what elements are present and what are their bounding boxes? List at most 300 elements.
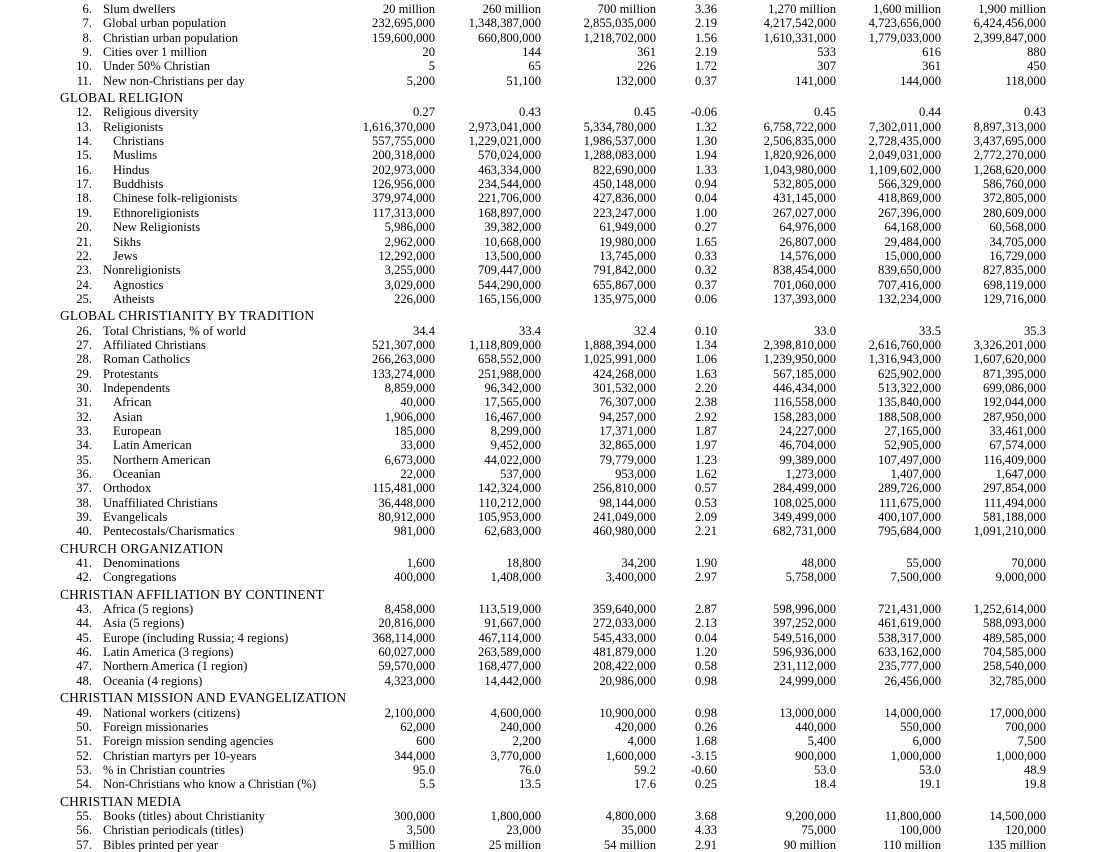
row-number: 54. [76, 777, 92, 792]
cell-value-1: 115,481,000 [372, 481, 435, 496]
cell-value-2: 14,442,000 [484, 673, 541, 688]
row-label: Denominations [103, 556, 180, 571]
cell-value-6: 188,508,000 [878, 409, 941, 424]
row-label: Oceania (4 regions) [103, 673, 203, 688]
cell-value-6: 55,000 [906, 556, 941, 571]
cell-value-6: 616 [922, 45, 941, 60]
row-number: 34. [76, 438, 92, 453]
cell-value-5: 231,112,000 [773, 659, 836, 674]
row-number: 35. [76, 452, 92, 467]
table-row [60, 74, 1110, 88]
cell-value-2: 260 million [482, 2, 541, 16]
row-label: Latin American [113, 438, 192, 453]
table-row [60, 292, 1110, 306]
row-number: 38. [76, 495, 92, 510]
cell-value-3: 4,000 [627, 734, 656, 749]
cell-value-2: 105,953,000 [478, 510, 541, 525]
cell-value-2: 467,114,000 [478, 630, 541, 645]
row-number: 17. [76, 177, 92, 192]
cell-value-6: 132,234,000 [878, 291, 941, 306]
cell-value-3: 3,400,000 [605, 570, 656, 585]
cell-value-4: 1.72 [694, 59, 717, 74]
cell-value-3: 545,433,000 [593, 630, 656, 645]
cell-value-5: 397,252,000 [773, 616, 836, 631]
table-row [60, 602, 1110, 616]
cell-value-6: 1,109,602,000 [868, 162, 941, 177]
cell-value-6: 2,049,031,000 [868, 148, 941, 163]
cell-value-2: 33.4 [518, 323, 541, 338]
cell-value-4: 3.36 [694, 2, 717, 16]
cell-value-5: 532,805,000 [773, 177, 836, 192]
cell-value-3: 17.6 [633, 777, 656, 792]
cell-value-1: 0.27 [412, 105, 435, 120]
cell-value-6: 513,322,000 [878, 380, 941, 395]
row-number: 42. [76, 570, 92, 585]
table-row [60, 31, 1110, 45]
cell-value-3: 301,532,000 [593, 380, 656, 395]
cell-value-2: 13,500,000 [484, 248, 541, 263]
cell-value-2: 23,000 [506, 823, 541, 838]
cell-value-5: 596,936,000 [773, 645, 836, 660]
cell-value-7: 32,785,000 [989, 673, 1046, 688]
cell-value-6: 707,416,000 [878, 277, 941, 292]
cell-value-1: 126,956,000 [372, 177, 435, 192]
cell-value-6: 235,777,000 [878, 659, 941, 674]
cell-value-4: 0.57 [694, 481, 717, 496]
cell-value-1: 4,323,000 [384, 673, 435, 688]
cell-value-3: 361 [637, 45, 656, 60]
row-label: National workers (citizens) [103, 705, 241, 720]
cell-value-3: 700 million [597, 2, 656, 16]
cell-value-3: 208,422,000 [593, 659, 656, 674]
cell-value-1: 22,000 [400, 467, 435, 481]
table-row [60, 438, 1110, 452]
cell-value-3: 54 million [603, 837, 656, 852]
cell-value-4: 0.53 [694, 495, 717, 510]
cell-value-7: 1,252,614,000 [973, 602, 1046, 617]
cell-value-4: 0.37 [694, 277, 717, 292]
cell-value-3: 34,200 [621, 556, 656, 571]
cell-value-1: 379,974,000 [372, 191, 435, 206]
cell-value-3: 424,268,000 [593, 366, 656, 381]
cell-value-1: 20 million [382, 2, 435, 16]
cell-value-6: 15,000,000 [884, 248, 941, 263]
cell-value-4: 2.87 [694, 602, 717, 617]
cell-value-6: 33.5 [918, 323, 941, 338]
row-label: Asia (5 regions) [103, 616, 185, 631]
cell-value-4: 1.23 [694, 452, 717, 467]
cell-value-7: 3,326,201,000 [973, 337, 1046, 352]
cell-value-7: 120,000 [1005, 823, 1046, 838]
cell-value-3: 256,810,000 [593, 481, 656, 496]
cell-value-1: 232,695,000 [372, 16, 435, 31]
cell-value-7: 698,119,000 [983, 277, 1046, 292]
cell-value-4: 2.21 [694, 524, 717, 539]
cell-value-2: 463,334,000 [478, 162, 541, 177]
row-label: Christian urban population [103, 30, 239, 45]
cell-value-4: 0.10 [694, 323, 717, 338]
cell-value-5: 1,820,926,000 [763, 148, 836, 163]
cell-value-5: 4,217,542,000 [763, 16, 836, 31]
cell-value-1: 368,114,000 [372, 630, 435, 645]
cell-value-2: 39,382,000 [484, 220, 541, 235]
row-label: Africa (5 regions) [103, 602, 194, 617]
row-number: 50. [76, 719, 92, 734]
cell-value-2: 4,600,000 [490, 705, 541, 720]
cell-value-1: 8,859,000 [384, 380, 435, 395]
cell-value-5: 1,270 million [768, 2, 836, 16]
table-row [60, 424, 1110, 438]
cell-value-4: 1.33 [694, 162, 717, 177]
row-number: 28. [76, 352, 92, 367]
row-label: Total Christians, % of world [103, 323, 246, 338]
cell-value-2: 1,348,387,000 [468, 16, 541, 31]
cell-value-4: 1.06 [694, 352, 717, 367]
cell-value-5: 284,499,000 [773, 481, 836, 496]
cell-value-5: 549,516,000 [773, 630, 836, 645]
cell-value-1: 981,000 [394, 524, 435, 539]
table-row [60, 749, 1110, 763]
cell-value-2: 142,324,000 [478, 481, 541, 496]
cell-value-5: 90 million [783, 837, 836, 852]
cell-value-1: 5,986,000 [384, 220, 435, 235]
row-number: 53. [76, 762, 92, 777]
cell-value-7: 1,268,620,000 [973, 162, 1046, 177]
cell-value-1: 59,570,000 [378, 659, 435, 674]
row-label: New non-Christians per day [103, 73, 245, 88]
row-number: 6. [82, 2, 92, 16]
cell-value-1: 400,000 [394, 570, 435, 585]
cell-value-4: 0.58 [694, 659, 717, 674]
cell-value-5: 9,200,000 [785, 808, 836, 823]
table-row [60, 177, 1110, 191]
cell-value-4: 2.38 [694, 395, 717, 410]
table-row [60, 45, 1110, 59]
table-row [60, 838, 1110, 852]
cell-value-6: 461,619,000 [878, 616, 941, 631]
cell-value-6: 566,329,000 [878, 177, 941, 192]
table-row [60, 734, 1110, 748]
cell-value-7: 1,647,000 [995, 467, 1046, 481]
cell-value-1: 1,616,370,000 [362, 119, 435, 134]
table-row [60, 763, 1110, 777]
section-header: GLOBAL RELIGION [60, 90, 184, 106]
table-row [60, 570, 1110, 584]
cell-value-2: 91,667,000 [484, 616, 541, 631]
table-row [60, 381, 1110, 395]
cell-value-5: 701,060,000 [773, 277, 836, 292]
cell-value-1: 80,912,000 [378, 510, 435, 525]
cell-value-3: 791,842,000 [593, 263, 656, 278]
row-number: 39. [76, 510, 92, 525]
cell-value-1: 8,458,000 [384, 602, 435, 617]
cell-value-1: 6,673,000 [384, 452, 435, 467]
cell-value-7: 450 [1027, 59, 1046, 74]
cell-value-3: 241,049,000 [593, 510, 656, 525]
table-row [60, 120, 1110, 134]
cell-value-1: 202,973,000 [372, 162, 435, 177]
cell-value-6: 7,302,011,000 [869, 119, 941, 134]
table-row [60, 352, 1110, 366]
cell-value-4: 0.94 [694, 177, 717, 192]
cell-value-6: 633,162,000 [878, 645, 941, 660]
cell-value-3: 13,745,000 [599, 248, 656, 263]
row-label: Northern America (1 region) [103, 659, 248, 674]
cell-value-1: 34.4 [412, 323, 435, 338]
table-row [60, 148, 1110, 162]
row-number: 47. [76, 659, 92, 674]
cell-value-4: 2.20 [694, 380, 717, 395]
cell-value-1: 200,318,000 [372, 148, 435, 163]
cell-value-5: 307 [817, 59, 836, 74]
cell-value-5: 24,227,000 [779, 423, 836, 438]
cell-value-7: 7,500 [1017, 734, 1046, 749]
row-number: 51. [76, 734, 92, 749]
cell-value-7: 581,188,000 [983, 510, 1046, 525]
cell-value-5: 5,400 [807, 734, 836, 749]
cell-value-7: 700,000 [1005, 719, 1046, 734]
cell-value-6: 538,317,000 [878, 630, 941, 645]
row-label: Agnostics [113, 277, 164, 292]
cell-value-2: 168,477,000 [478, 659, 541, 674]
cell-value-6: 625,902,000 [878, 366, 941, 381]
cell-value-6: 2,728,435,000 [868, 134, 941, 149]
row-label: Buddhists [113, 177, 164, 192]
row-number: 16. [76, 162, 92, 177]
row-label: Independents [103, 380, 171, 395]
cell-value-4: 1.94 [694, 148, 717, 163]
cell-value-5: 33.0 [813, 323, 836, 338]
row-number: 25. [76, 291, 92, 306]
cell-value-5: 13,000,000 [779, 705, 836, 720]
cell-value-4: 0.25 [694, 777, 717, 792]
cell-value-2: 660,800,000 [478, 30, 541, 45]
cell-value-2: 1,229,021,000 [468, 134, 541, 149]
cell-value-4: -0.06 [690, 105, 717, 120]
cell-value-7: 14,500,000 [989, 808, 1046, 823]
cell-value-1: 2,100,000 [384, 705, 435, 720]
cell-value-3: 655,867,000 [593, 277, 656, 292]
cell-value-6: 721,431,000 [878, 602, 941, 617]
cell-value-4: 1.30 [694, 134, 717, 149]
cell-value-5: 1,043,980,000 [763, 162, 836, 177]
row-number: 21. [76, 234, 92, 249]
cell-value-3: 17,371,000 [599, 423, 656, 438]
cell-value-4: 0.32 [694, 263, 717, 278]
cell-value-1: 33,000 [400, 438, 435, 453]
cell-value-3: 1,218,702,000 [583, 30, 656, 45]
table-row [60, 367, 1110, 381]
row-label: Muslims [113, 148, 158, 163]
cell-value-3: 427,836,000 [593, 191, 656, 206]
cell-value-7: 192,044,000 [983, 395, 1046, 410]
cell-value-3: 226 [637, 59, 656, 74]
cell-value-5: 2,398,810,000 [763, 337, 836, 352]
row-label: Unaffiliated Christians [103, 495, 218, 510]
cell-value-2: 2,973,041,000 [468, 119, 541, 134]
cell-value-2: 25 million [488, 837, 541, 852]
section-header: GLOBAL CHRISTIANITY BY TRADITION [60, 308, 315, 324]
row-number: 56. [76, 823, 92, 838]
cell-value-6: 52,905,000 [884, 438, 941, 453]
table-row [60, 395, 1110, 409]
cell-value-7: 116,409,000 [983, 452, 1046, 467]
cell-value-2: 0.43 [518, 105, 541, 120]
cell-value-6: 1,316,943,000 [868, 352, 941, 367]
cell-value-2: 168,897,000 [478, 205, 541, 220]
cell-value-1: 344,000 [394, 748, 435, 763]
cell-value-1: 95.0 [412, 762, 435, 777]
cell-value-1: 117,313,000 [372, 205, 435, 220]
row-number: 57. [76, 837, 92, 852]
table-row [60, 809, 1110, 823]
cell-value-2: 251,988,000 [478, 366, 541, 381]
cell-value-5: 26,807,000 [779, 234, 836, 249]
cell-value-3: 1,288,083,000 [583, 148, 656, 163]
cell-value-3: 0.45 [633, 105, 656, 120]
cell-value-1: 36,448,000 [378, 495, 435, 510]
cell-value-7: 2,399,847,000 [973, 30, 1046, 45]
cell-value-6: 53.0 [918, 762, 941, 777]
row-label: Asian [113, 409, 143, 424]
cell-value-1: 1,906,000 [384, 409, 435, 424]
cell-value-7: 34,705,000 [989, 234, 1046, 249]
row-label: Books (titles) about Christianity [103, 808, 265, 823]
table-row [60, 556, 1110, 570]
cell-value-6: 11,800,000 [884, 808, 941, 823]
cell-value-6: 267,396,000 [878, 205, 941, 220]
cell-value-7: 1,091,210,000 [973, 524, 1046, 539]
row-label: Ethnoreligionists [113, 205, 200, 220]
row-number: 40. [76, 524, 92, 539]
table-row [60, 235, 1110, 249]
cell-value-7: 0.43 [1023, 105, 1046, 120]
row-number: 9. [82, 45, 92, 60]
cell-value-4: -0.60 [690, 762, 717, 777]
cell-value-1: 3,255,000 [384, 263, 435, 278]
row-label: Bibles printed per year [103, 837, 219, 852]
cell-value-7: 129,716,000 [983, 291, 1046, 306]
cell-value-2: 1,800,000 [490, 808, 541, 823]
cell-value-5: 446,434,000 [773, 380, 836, 395]
row-number: 22. [76, 248, 92, 263]
row-label: Non-Christians who know a Christian (%) [103, 777, 317, 792]
cell-value-6: 7,500,000 [890, 570, 941, 585]
cell-value-4: 1.90 [694, 556, 717, 571]
cell-value-5: 137,393,000 [773, 291, 836, 306]
cell-value-1: 3,029,000 [384, 277, 435, 292]
cell-value-4: 1.00 [694, 205, 717, 220]
row-label: Hindus [113, 162, 150, 177]
cell-value-2: 17,565,000 [484, 395, 541, 410]
cell-value-2: 44,022,000 [484, 452, 541, 467]
table-row [60, 524, 1110, 538]
row-label: New Religionists [113, 220, 201, 235]
cell-value-6: 27,165,000 [884, 423, 941, 438]
cell-value-6: 135,840,000 [878, 395, 941, 410]
cell-value-2: 165,156,000 [478, 291, 541, 306]
row-number: 36. [76, 467, 92, 481]
row-label: Chinese folk-religionists [113, 191, 238, 206]
cell-value-2: 9,452,000 [490, 438, 541, 453]
cell-value-5: 141,000 [795, 73, 836, 88]
table-row [60, 720, 1110, 734]
cell-value-6: 14,000,000 [884, 705, 941, 720]
cell-value-7: 8,897,313,000 [973, 119, 1046, 134]
cell-value-1: 62,000 [400, 719, 435, 734]
row-label: Sikhs [113, 234, 141, 249]
table-row [60, 16, 1110, 30]
cell-value-3: 460,980,000 [593, 524, 656, 539]
cell-value-6: 26,456,000 [884, 673, 941, 688]
cell-value-2: 570,024,000 [478, 148, 541, 163]
cell-value-3: 1,025,991,000 [583, 352, 656, 367]
row-number: 18. [76, 191, 92, 206]
cell-value-7: 48.9 [1023, 762, 1046, 777]
cell-value-2: 8,299,000 [490, 423, 541, 438]
cell-value-2: 62,683,000 [484, 524, 541, 539]
cell-value-5: 2,506,835,000 [763, 134, 836, 149]
cell-value-2: 221,706,000 [478, 191, 541, 206]
cell-value-7: 588,093,000 [983, 616, 1046, 631]
row-label: Under 50% Christian [103, 59, 211, 74]
cell-value-5: 1,610,331,000 [763, 30, 836, 45]
row-label: Evangelicals [103, 510, 168, 525]
row-number: 31. [76, 395, 92, 410]
cell-value-3: 420,000 [615, 719, 656, 734]
table-row [60, 2, 1110, 16]
cell-value-2: 10,668,000 [484, 234, 541, 249]
cell-value-3: 94,257,000 [599, 409, 656, 424]
row-label: Foreign missionaries [103, 719, 209, 734]
cell-value-2: 537,000 [500, 467, 541, 481]
row-label: Roman Catholics [103, 352, 191, 367]
cell-value-4: 2.09 [694, 510, 717, 525]
cell-value-3: 1,888,394,000 [583, 337, 656, 352]
row-number: 29. [76, 366, 92, 381]
cell-value-4: 4.33 [694, 823, 717, 838]
cell-value-4: 2.19 [694, 45, 717, 60]
row-label: African [113, 395, 152, 410]
row-number: 15. [76, 148, 92, 163]
cell-value-7: 880 [1027, 45, 1046, 60]
cell-value-4: 1.65 [694, 234, 717, 249]
cell-value-5: 24,999,000 [779, 673, 836, 688]
cell-value-6: 1,407,000 [890, 467, 941, 481]
row-label: Christians [113, 134, 165, 149]
cell-value-6: 6,000 [912, 734, 941, 749]
cell-value-2: 18,800 [506, 556, 541, 571]
cell-value-7: 3,437,695,000 [973, 134, 1046, 149]
cell-value-3: 35,000 [621, 823, 656, 838]
row-label: Protestants [103, 366, 159, 381]
cell-value-1: 266,263,000 [372, 352, 435, 367]
cell-value-6: 29,484,000 [884, 234, 941, 249]
cell-value-6: 1,600 million [873, 2, 941, 16]
cell-value-3: 20,986,000 [599, 673, 656, 688]
cell-value-2: 65 [528, 59, 541, 74]
row-label: Congregations [103, 570, 177, 585]
cell-value-1: 5 million [389, 837, 435, 852]
table-row [60, 105, 1110, 119]
cell-value-4: 0.27 [694, 220, 717, 235]
table-row [60, 467, 1110, 481]
cell-value-7: 33,461,000 [989, 423, 1046, 438]
row-label: Pentecostals/Charismatics [103, 524, 235, 539]
row-label: Foreign mission sending agencies [103, 734, 274, 749]
row-number: 12. [76, 105, 92, 120]
cell-value-6: 4,723,656,000 [868, 16, 941, 31]
